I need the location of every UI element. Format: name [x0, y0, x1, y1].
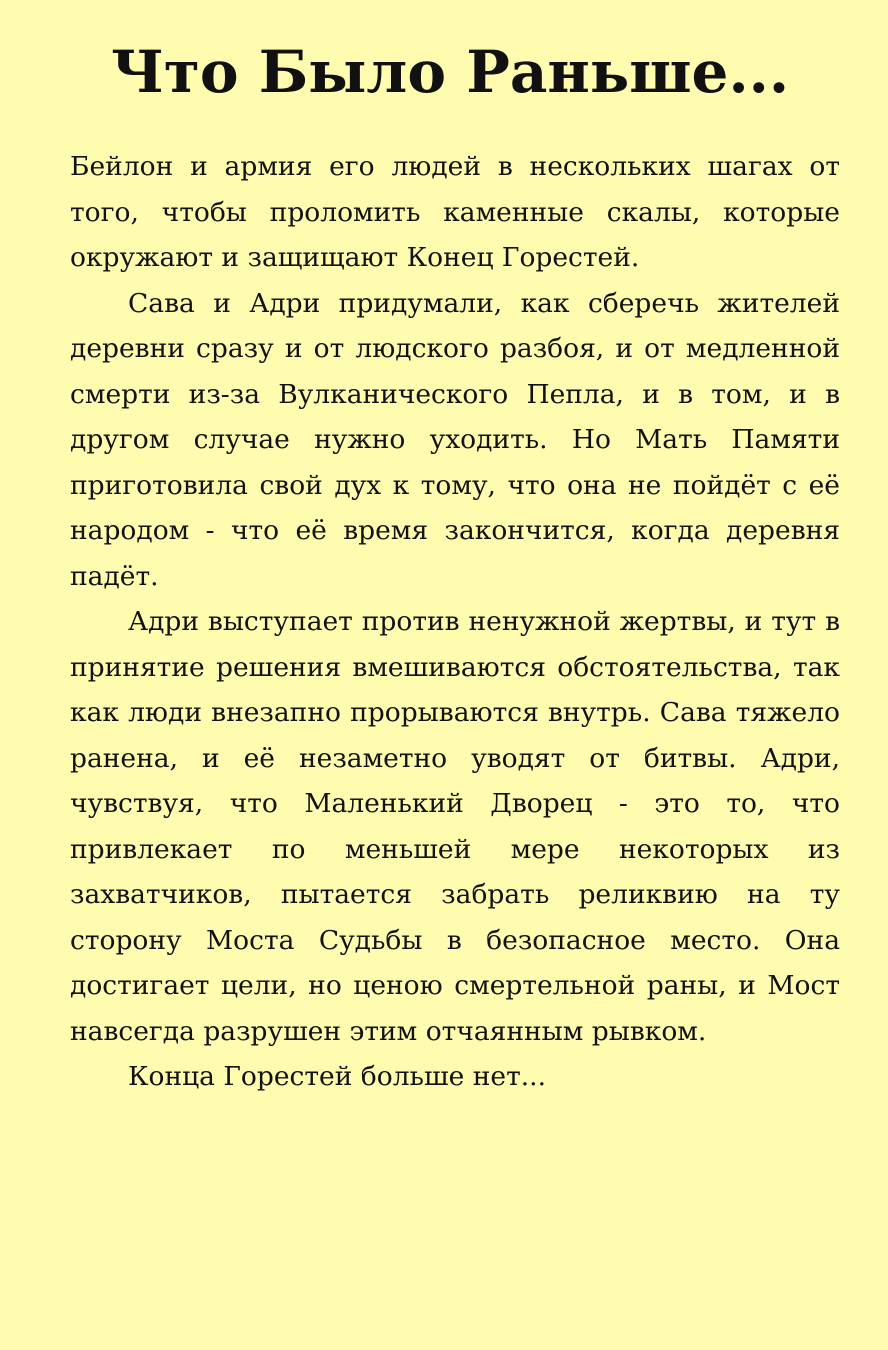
paragraph-1: Бейлон и армия его людей в нескольких шагах от того, чтобы проломить каменные скалы, которые окружают и защищают Конец Горестей. — [70, 151, 840, 273]
paragraph-2: Сава и Адри придумали, как сберечь жителей деревни сразу и от людского разбоя, и от медленной смерти из-за Вулканического Пепла, и в том, и в другом случае нужно уходить. Но Мать Памяти приготовила свой дух к тому, что она не пойдёт с её народом - что её время закончится, когда деревня падёт. — [70, 287, 840, 592]
paragraph-3: Адри выступает против ненужной жертвы, и тут в принятие решения вмешиваются обстоятельства, так как люди внезапно прорываются внутрь. Сава тяжело ранена, и её незаметно уводят от битвы. Адри, чувствуя, что Маленький Дворец - это то, что привлекает по меньшей мере некоторых из захватчиков, пытается забрать реликвию на ту сторону Моста Судьбы в безопасное место. Она достигает цели, но ценою смертельной раны, и Мост навсегда разрушен этим отчаянным рывком. — [70, 606, 840, 1047]
paragraph-4: Конца Горестей больше нет... — [128, 1061, 546, 1092]
page-title: Что Было Раньше... — [110, 38, 790, 106]
